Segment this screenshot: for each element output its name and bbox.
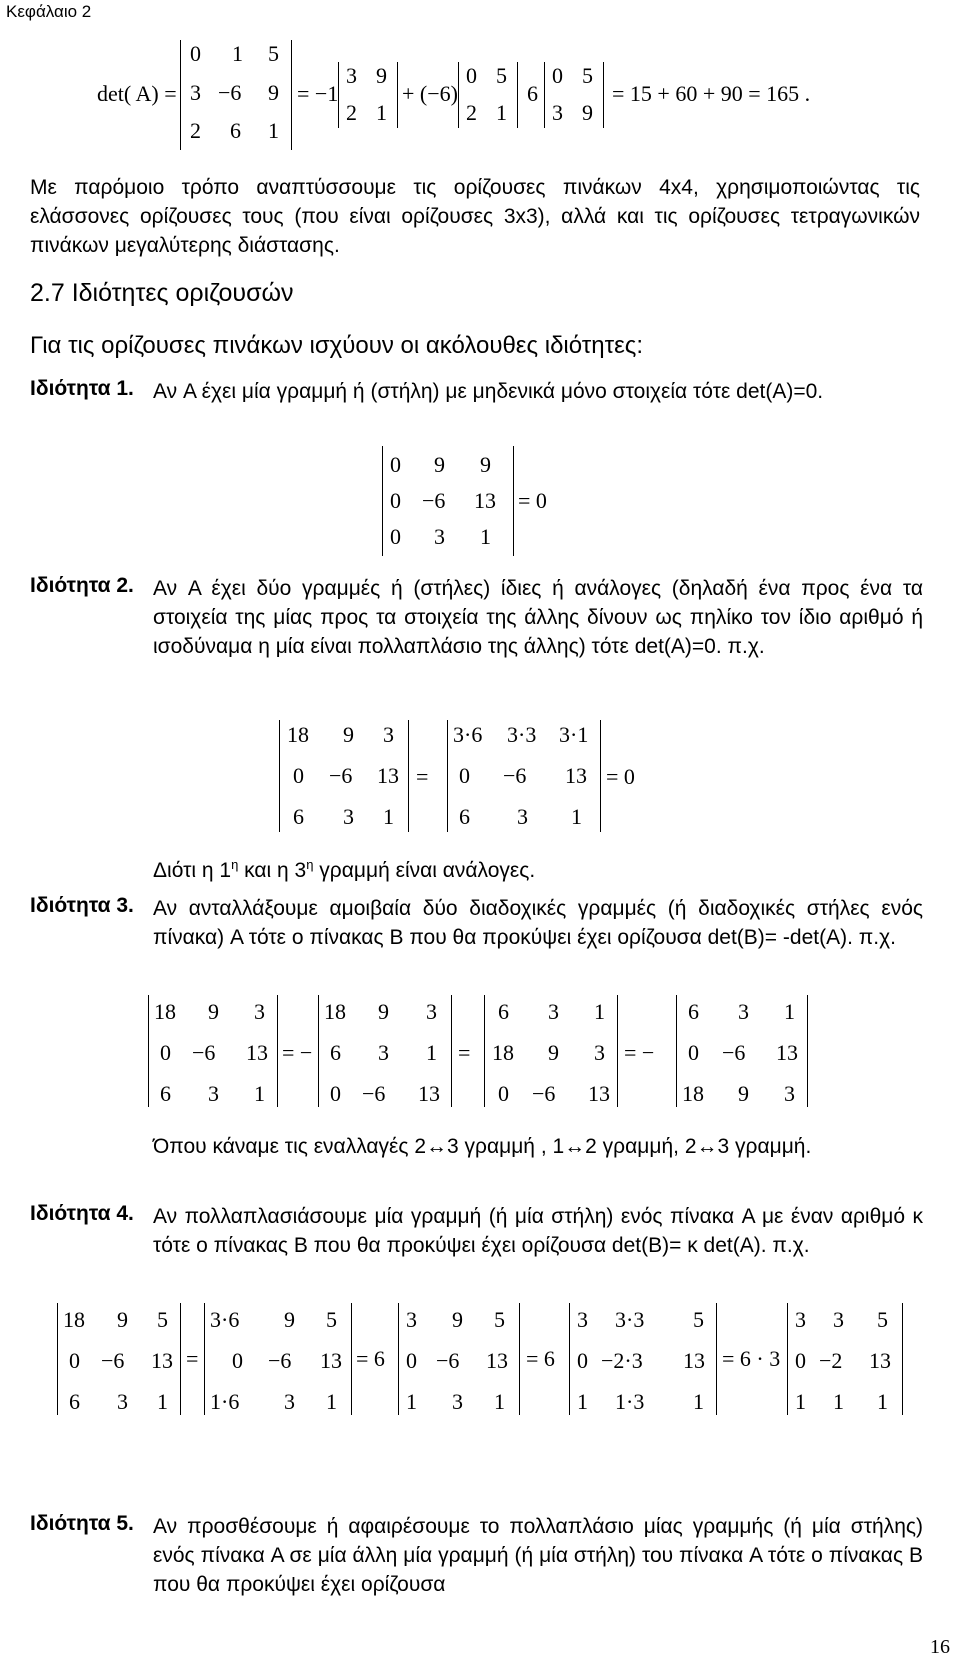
prop4-label: Ιδιότητα 4. xyxy=(30,1202,134,1225)
prop2-eq1: = xyxy=(416,764,429,789)
cell: 9 xyxy=(376,63,387,88)
cell: 9 xyxy=(434,452,445,477)
cell: 3 xyxy=(517,804,528,829)
section-intro: Για τις ορίζουσες πινάκων ισχύουν οι ακόλουθες ιδιότητες: xyxy=(30,332,644,359)
cell: 5 xyxy=(157,1307,168,1332)
prop3-label: Ιδιότητα 3. xyxy=(30,894,134,917)
cell: 9 xyxy=(208,999,219,1024)
cell: 1 xyxy=(795,1389,806,1414)
cell: 3 xyxy=(426,999,437,1024)
cell: 18 xyxy=(287,722,309,747)
cell: 6 xyxy=(498,999,509,1024)
cell: 1 xyxy=(571,804,582,829)
cell: 5 xyxy=(877,1307,888,1332)
prop3-matrix-2 xyxy=(318,995,452,1107)
cell: 3 xyxy=(383,722,394,747)
cell: 5 xyxy=(494,1307,505,1332)
cell: 13 xyxy=(869,1348,891,1373)
cell: 1 xyxy=(406,1389,417,1414)
cell: 1 xyxy=(426,1040,437,1065)
cell: 5 xyxy=(582,63,593,88)
cell: 1·3 xyxy=(615,1389,645,1414)
cell: 3 xyxy=(594,1040,605,1065)
prop4-matrix-5 xyxy=(787,1303,903,1415)
cell: 9 xyxy=(343,722,354,747)
cell: 9 xyxy=(378,999,389,1024)
prop5-label: Ιδιότητα 5. xyxy=(30,1512,134,1535)
cell: 3 xyxy=(795,1307,806,1332)
formula-matrix xyxy=(180,40,292,150)
cell: 9 xyxy=(582,100,593,125)
cell: −6 xyxy=(422,488,446,513)
prop3-matrix-4 xyxy=(676,995,808,1107)
cell: 13 xyxy=(683,1348,705,1373)
cell: 9 xyxy=(268,80,279,105)
cell: 3 xyxy=(738,999,749,1024)
cell: 0 xyxy=(795,1348,806,1373)
cell: 0 xyxy=(293,763,304,788)
formula-minor2 xyxy=(458,62,518,128)
cell: 13 xyxy=(377,763,399,788)
cell: 3 xyxy=(577,1307,588,1332)
prop2-label: Ιδιότητα 2. xyxy=(30,574,134,597)
cell: 3 xyxy=(346,63,357,88)
cell: 6 xyxy=(459,804,470,829)
prop3-eq2: = xyxy=(458,1040,471,1065)
prop1-text: Αν A έχει μία γραμμή ή (στήλη) με μηδενικά μόνο στοιχεία τότε det(A)=0. xyxy=(153,380,824,403)
cell: 3·6 xyxy=(453,722,483,747)
prop4-matrix-3 xyxy=(398,1303,520,1415)
prop2-matrix-1 xyxy=(279,720,409,832)
cell: 0 xyxy=(406,1348,417,1373)
cell: −2·3 xyxy=(601,1348,643,1373)
prop4-text: Αν πολλαπλασιάσουμε μία γραμμή (ή μία στήλη) ενός πίνακα A με έναν αριθμό κ τότε ο πίνακας B που θα προκύψει έχει ορίζουσα det(B)= κ det(A). π.χ. xyxy=(153,1205,923,1257)
cell: 9 xyxy=(284,1307,295,1332)
prop2-matrix-2 xyxy=(447,720,601,832)
page-number: 16 xyxy=(930,1636,950,1658)
prop3-matrix-3 xyxy=(484,995,618,1107)
cell: 1 xyxy=(376,100,387,125)
prop4-eq1: = xyxy=(186,1346,199,1371)
cell: 18 xyxy=(324,999,346,1024)
cell: −2 xyxy=(819,1348,843,1373)
cell: 0 xyxy=(190,41,201,66)
cell: 5 xyxy=(693,1307,704,1332)
cell: 3·3 xyxy=(507,722,537,747)
cell: −6 xyxy=(436,1348,460,1373)
prop3-note: Όπου κάναμε τις εναλλαγές 2↔3 γραμμή , 1↔2 γραμμή, 2↔3 γραμμή. xyxy=(153,1135,812,1158)
cell: 0 xyxy=(466,63,477,88)
cell: 18 xyxy=(492,1040,514,1065)
cell: 0 xyxy=(552,63,563,88)
prop3-matrix-1 xyxy=(148,995,278,1107)
cell: 1 xyxy=(480,524,491,549)
cell: −6 xyxy=(218,80,242,105)
cell: 2 xyxy=(190,118,201,143)
formula-minor3 xyxy=(544,62,604,128)
cell: 18 xyxy=(63,1307,85,1332)
cell: 1 xyxy=(326,1389,337,1414)
cell: 5 xyxy=(496,63,507,88)
cell: −6 xyxy=(532,1081,556,1106)
cell: 3 xyxy=(784,1081,795,1106)
cell: 0 xyxy=(330,1081,341,1106)
cell: 13 xyxy=(246,1040,268,1065)
cell: 3·1 xyxy=(559,722,589,747)
cell: 1 xyxy=(877,1389,888,1414)
cell: 3 xyxy=(117,1389,128,1414)
cell: 3 xyxy=(190,80,201,105)
cell: −6 xyxy=(329,763,353,788)
prop4-eq3: = 6 xyxy=(526,1346,555,1371)
cell: 6 xyxy=(69,1389,80,1414)
intro-paragraph: Με παρόμοιο τρόπο αναπτύσσουμε τις ορίζουσες πινάκων 4x4, χρησιμοποιώντας τις ελάσσονες ορίζουσες τους (που είναι ορίζουσες 3x3), αλλά και τις ορίζουσες τετραγωνικών πινάκων μεγαλύτερης διάστασης. xyxy=(30,176,920,257)
formula-op2: + (−6) xyxy=(402,81,458,106)
cell: 13 xyxy=(320,1348,342,1373)
formula-lhs: det( A) = xyxy=(97,81,177,106)
cell: 13 xyxy=(776,1040,798,1065)
cell: 1 xyxy=(232,41,243,66)
cell: 1 xyxy=(577,1389,588,1414)
cell: 0 xyxy=(160,1040,171,1065)
formula-minor1 xyxy=(338,62,398,128)
prop4-eq4: = 6 · 3 xyxy=(722,1346,781,1371)
cell: 3 xyxy=(284,1389,295,1414)
cell: 3 xyxy=(452,1389,463,1414)
cell: 1 xyxy=(383,804,394,829)
cell: 1 xyxy=(268,118,279,143)
cell: −6 xyxy=(722,1040,746,1065)
cell: 9 xyxy=(480,452,491,477)
formula-eq1: = −1 xyxy=(297,81,339,106)
prop2-text: Αν A έχει δύο γραμμές ή (στήλες) ίδιες ή ανάλογες (δηλαδή ένα προς ένα τα στοιχεία της μίας προς τα στοιχεία της άλλης δίνουν ως πηλίκο τον ίδιο αριθμό ή ισοδύναμα η μία είναι πολλαπλάσιο της άλλης) τότε det(A)=0. π.χ. xyxy=(153,577,923,658)
cell: 9 xyxy=(548,1040,559,1065)
prop3-eq1: = − xyxy=(282,1040,313,1065)
cell: 1 xyxy=(833,1389,844,1414)
cell: 1 xyxy=(494,1389,505,1414)
cell: 13 xyxy=(474,488,496,513)
cell: 2 xyxy=(346,100,357,125)
cell: 3 xyxy=(434,524,445,549)
cell: 1·6 xyxy=(210,1389,240,1414)
cell: 1 xyxy=(784,999,795,1024)
prop1-label: Ιδιότητα 1. xyxy=(30,377,134,400)
cell: 1 xyxy=(693,1389,704,1414)
prop4-matrix-1 xyxy=(57,1303,181,1415)
prop4-matrix-4 xyxy=(569,1303,717,1415)
cell: 2 xyxy=(466,100,477,125)
cell: 1 xyxy=(254,1081,265,1106)
note-part: γραμμή είναι ανάλογες. xyxy=(313,859,536,882)
note-part: και η 3 xyxy=(238,859,307,882)
cell: 0 xyxy=(459,763,470,788)
cell: 0 xyxy=(232,1348,243,1373)
cell: 6 xyxy=(230,118,241,143)
cell: −6 xyxy=(192,1040,216,1065)
cell: −6 xyxy=(101,1348,125,1373)
cell: 0 xyxy=(69,1348,80,1373)
cell: 1 xyxy=(157,1389,168,1414)
cell: −6 xyxy=(362,1081,386,1106)
prop3-text: Αν ανταλλάξουμε αμοιβαία δύο διαδοχικές γραμμές (ή διαδοχικές στήλες ενός πίνακα) A τότε ο πίνακας B που θα προκύψει έχει ορίζουσα det(B)= -det(A). π.χ. xyxy=(153,897,923,949)
cell: 1 xyxy=(496,100,507,125)
prop3-eq3: = − xyxy=(624,1040,655,1065)
cell: 0 xyxy=(390,524,401,549)
cell: 3 xyxy=(548,999,559,1024)
note-part: Διότι η 1 xyxy=(153,859,232,882)
cell: 0 xyxy=(688,1040,699,1065)
cell: 0 xyxy=(577,1348,588,1373)
formula-coef3: 6 xyxy=(527,81,538,106)
section-title: 2.7 Ιδιότητες οριζουσών xyxy=(30,279,294,307)
cell: 9 xyxy=(117,1307,128,1332)
prop2-eq2: = 0 xyxy=(606,764,635,789)
cell: 6 xyxy=(293,804,304,829)
note-superscript: η xyxy=(231,857,239,872)
cell: 0 xyxy=(390,452,401,477)
cell: 1 xyxy=(594,999,605,1024)
cell: 3 xyxy=(254,999,265,1024)
cell: 3 xyxy=(406,1307,417,1332)
prop2-note xyxy=(153,850,535,885)
cell: 18 xyxy=(154,999,176,1024)
cell: 5 xyxy=(326,1307,337,1332)
cell: 3 xyxy=(343,804,354,829)
cell: 13 xyxy=(486,1348,508,1373)
cell: 18 xyxy=(682,1081,704,1106)
cell: 6 xyxy=(688,999,699,1024)
cell: 13 xyxy=(151,1348,173,1373)
chapter-header: Κεφάλαιο 2 xyxy=(6,2,92,21)
cell: 9 xyxy=(738,1081,749,1106)
cell: 6 xyxy=(160,1081,171,1106)
cell: 3 xyxy=(552,100,563,125)
prop4-matrix-2 xyxy=(204,1303,352,1415)
note-superscript: η xyxy=(306,857,314,872)
prop4-eq2: = 6 xyxy=(356,1346,385,1371)
cell: 3 xyxy=(208,1081,219,1106)
cell: 0 xyxy=(390,488,401,513)
cell: −6 xyxy=(268,1348,292,1373)
cell: 13 xyxy=(418,1081,440,1106)
cell: 6 xyxy=(330,1040,341,1065)
cell: 5 xyxy=(268,41,279,66)
cell: 9 xyxy=(452,1307,463,1332)
cell: 3 xyxy=(378,1040,389,1065)
cell: −6 xyxy=(503,763,527,788)
cell: 13 xyxy=(565,763,587,788)
cell: 0 xyxy=(498,1081,509,1106)
prop5-text: Αν προσθέσουμε ή αφαιρέσουμε το πολλαπλάσιο μίας γραμμής (ή μία στήλης) ενός πίνακα A σε μία άλλη μία γραμμή (ή μία στήλη) του πίνακα A τότε ο πίνακας B που θα προκύψει έχει ορίζουσα xyxy=(153,1515,923,1596)
cell: 3·3 xyxy=(615,1307,645,1332)
cell: 3·6 xyxy=(210,1307,240,1332)
formula-result: = 15 + 60 + 90 = 165 . xyxy=(612,81,811,106)
cell: 3 xyxy=(833,1307,844,1332)
prop1-matrix xyxy=(382,446,514,556)
cell: 13 xyxy=(588,1081,610,1106)
prop1-eq: = 0 xyxy=(518,488,547,513)
